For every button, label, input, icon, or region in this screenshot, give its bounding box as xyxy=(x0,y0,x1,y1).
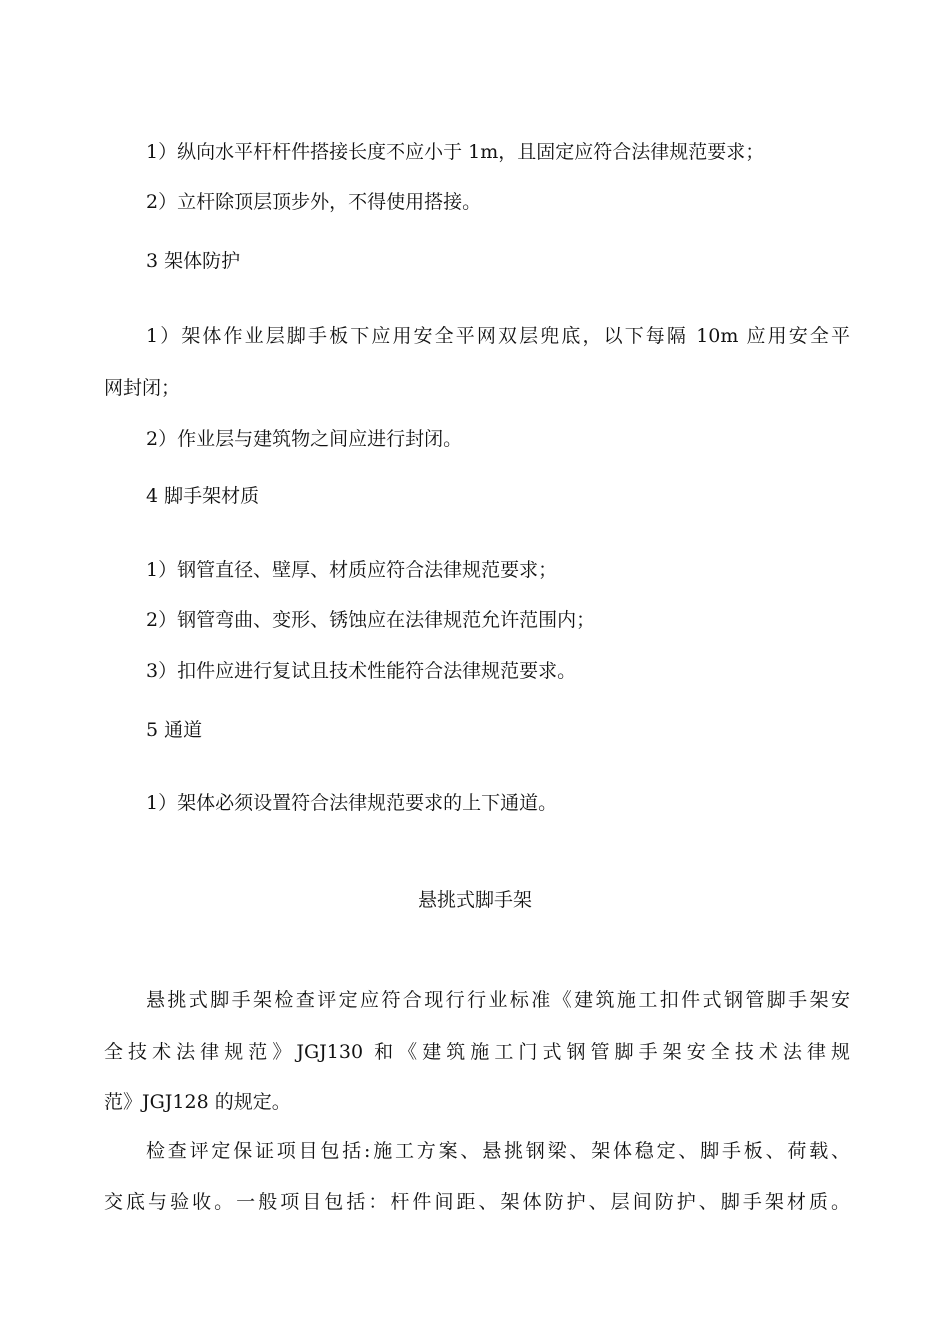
sec5-item-1: 1）架体必须设置符合法律规范要求的上下通道。 xyxy=(146,792,558,814)
sec3-heading: 3 架体防护 xyxy=(146,250,241,272)
sec4-item-1: 1）钢管直径、壁厚、材质应符合法律规范要求； xyxy=(146,559,558,581)
sec4-heading: 4 脚手架材质 xyxy=(146,485,260,507)
sec2-item-2: 2）立杆除顶层顶步外，不得使用搭接。 xyxy=(146,191,482,213)
sec4-item-3: 3）扣件应进行复试且技术性能符合法律规范要求。 xyxy=(146,660,577,682)
para1-line-2: 全技术法律规范》JGJ130 和《建筑施工门式钢管脚手架安全技术法律规 xyxy=(104,1041,850,1063)
para1-line-1: 悬挑式脚手架检查评定应符合现行行业标准《建筑施工扣件式钢管脚手架安 xyxy=(146,989,850,1011)
sec5-heading: 5 通道 xyxy=(146,719,203,741)
para2-line-1: 检查评定保证项目包括:施工方案、悬挑钢梁、架体稳定、脚手板、荷载、 xyxy=(146,1140,850,1162)
section-title: 悬挑式脚手架 xyxy=(417,889,532,911)
sec3-item-1-line-1: 1）架体作业层脚手板下应用安全平网双层兜底，以下每隔 10m 应用安全平 xyxy=(146,325,850,347)
sec2-item-1: 1）纵向水平杆杆件搭接长度不应小于 1m，且固定应符合法律规范要求； xyxy=(146,141,765,163)
sec4-item-2: 2）钢管弯曲、变形、锈蚀应在法律规范允许范围内； xyxy=(146,609,596,631)
para2-line-2: 交底与验收。一般项目包括：杆件间距、架体防护、层间防护、脚手架材质。 xyxy=(104,1191,850,1213)
sec3-item-1-line-2: 网封闭； xyxy=(104,377,181,399)
sec3-item-2: 2）作业层与建筑物之间应进行封闭。 xyxy=(146,428,463,450)
para1-line-3: 范》JGJ128 的规定。 xyxy=(104,1091,291,1113)
